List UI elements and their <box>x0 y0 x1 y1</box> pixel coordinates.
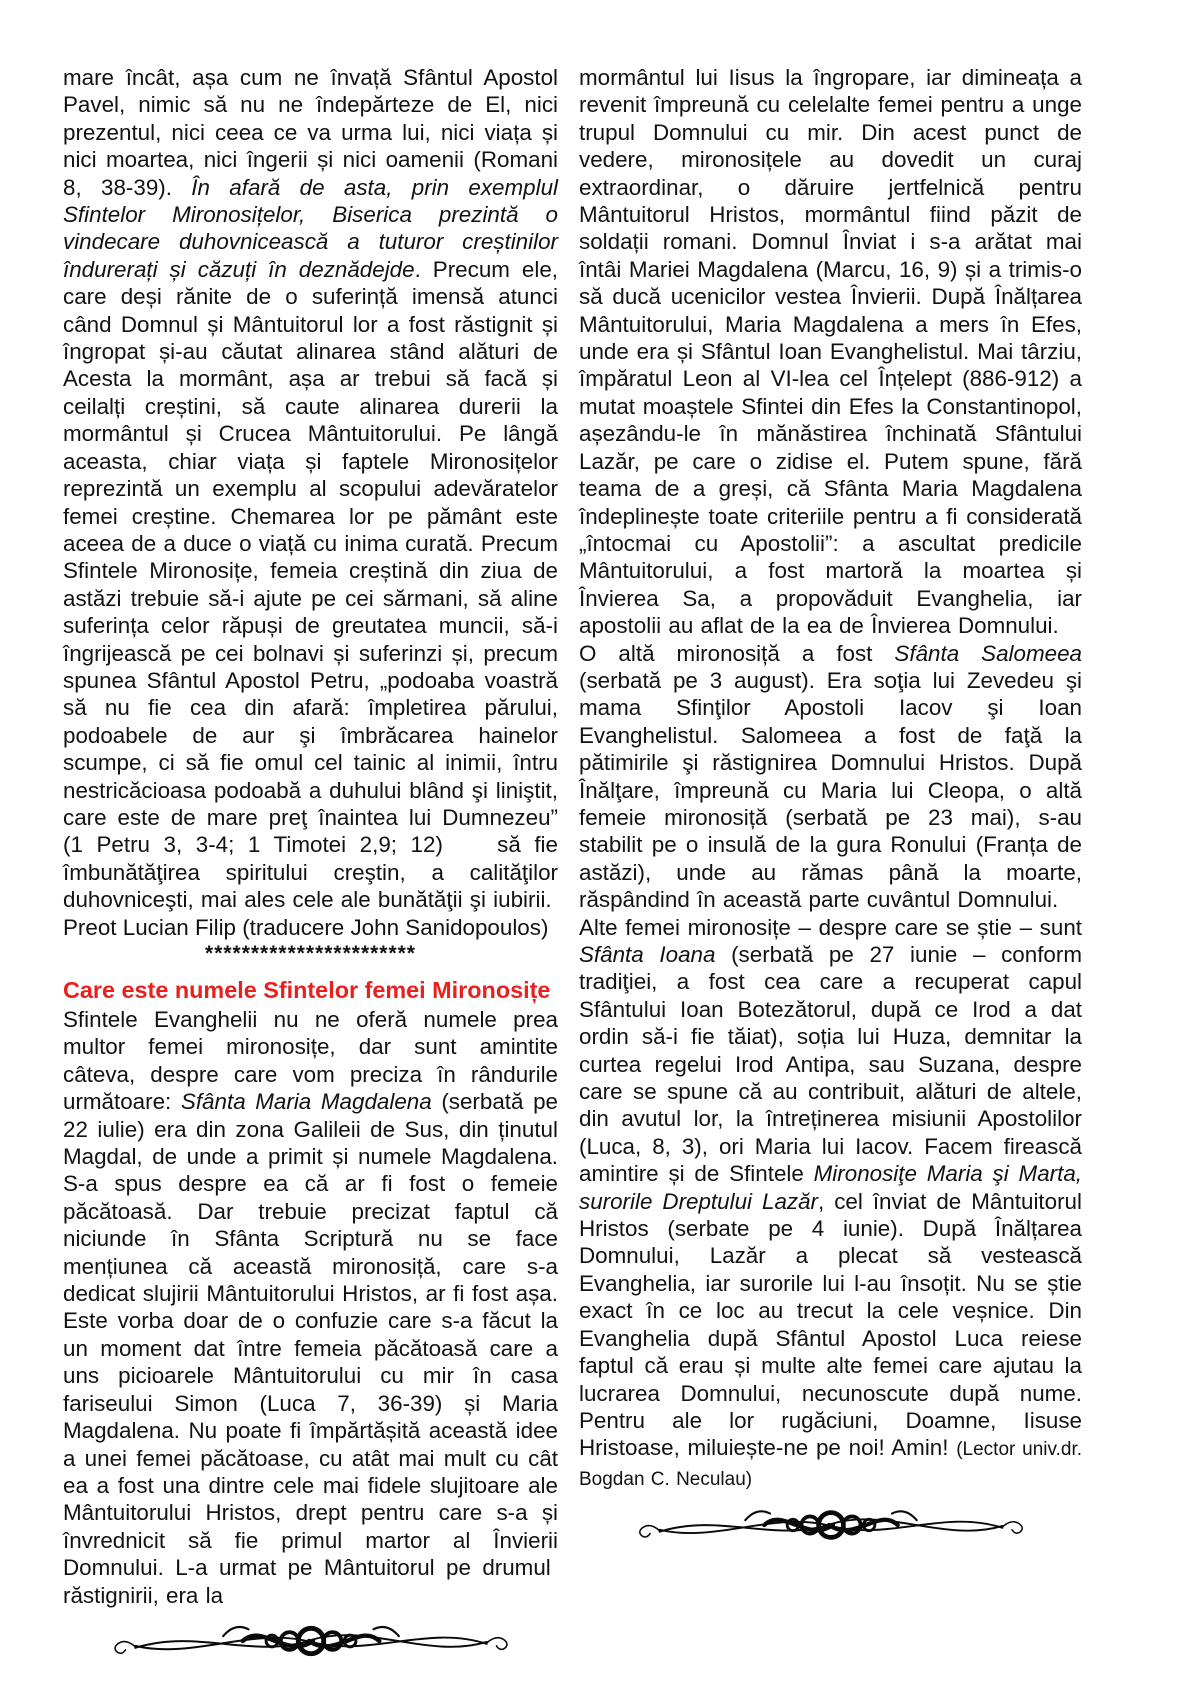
body-paragraph <box>63 64 558 914</box>
text-segment: Alte femei mironosițe – despre care se știe – sunt <box>579 914 1082 940</box>
text-segment-italic: Mironosiţe Maria şi Marta, surorile Dreptului Lazăr <box>579 1161 1082 1214</box>
two-column-layout <box>63 64 1082 1671</box>
text-segment: Sfintele Evanghelii nu ne oferă numele prea multor femei mironosițe, dar sunt amintite câteva, despre care vom preciza în rândurile următoare: <box>63 1007 558 1115</box>
text-segment-italic: Sfânta Maria Magdalena <box>180 1089 432 1115</box>
flourish-divider-icon <box>63 1616 558 1671</box>
left-column <box>63 64 558 1671</box>
author-byline: Preot Lucian Filip (traducere John Sanidopoulos) <box>63 914 549 940</box>
text-segment: (serbată pe 27 iunie – conform tradiţiei, a fost cea care a recuperat capul Sfântului Ioan Botezătorul, după ce Irod a dat ordin să-i fie tăiat), soția lui Huza, demnitar la curtea regelui Irod Antipa, sau Suzana, despre care se spune că au contribuit, alături de altele, din avutul lor, la întreținerea misiunii Apostolilor (Luca, 8, 3), ori Maria lui Iacov. Facem firească amintire și de Sfintele <box>579 942 1082 1187</box>
body-paragraph <box>579 914 1082 1494</box>
text-segment: . Precum ele, care deși rănite de o suferință imensă atunci când Domnul și Mântuitorul lor a fost răstignit și îngropat și-au căutat alinarea stând alături de Acesta la mormânt, așa ar trebui să facă și ceilalți creștini, să caute alinarea durerii la mormântul și Crucea Mântuitorului. Pe lângă aceasta, chiar viața și faptele Mironosițelor reprezintă un exemplu al scopului adevăratelor femei creștine. Chemarea lor pe pământ este aceea de a duce o viață cu inima curată. Precum Sfintele Mironosițe, femeia creștină din ziua de astăzi trebuie să-i ajute pe cei sărmani, să aline suferința celor răpuși de greutatea muncii, să-i îngrijească pe cei bolnavi și suferinzi și, precum spunea Sfântul Apostol Petru, „podoaba voastră să nu fie cea din afară: împletirea părului, podoabele de aur şi îmbrăcarea hainelor scumpe, ci să fie omul cel tainic al inimii, întru nestricăcioasa podoabă a duhului blând şi liniştit, care este de mare preţ înaintea lui Dumnezeu” (1 Petru 3, 3-4; 1 Timotei 2,9; 12) să fie îmbunătăţirea spiritului creştin, a calităţilor duhovniceşti, mai ales cele ale bunătăţii şi iubirii. <box>63 256 558 913</box>
body-paragraph <box>579 640 1082 914</box>
credit-note: (Lector univ.dr. Bogdan C. Neculau) <box>579 1439 1083 1490</box>
asterisk-divider: *********************** <box>205 942 416 965</box>
right-column <box>579 64 1082 1671</box>
text-segment-italic: Sfânta Ioana <box>579 942 716 967</box>
body-paragraph <box>579 64 1082 640</box>
body-paragraph <box>63 1006 558 1609</box>
section-heading: Care este numele Sfintelor femei Mironosițe <box>63 977 551 1003</box>
flourish-divider-icon <box>579 1500 1082 1555</box>
text-segment-italic: În afară de asta, prin exemplul Sfintelor Mironosițelor, Biserica prezintă o vindecare duhovnicească a tuturor creștinilor îndurerați și căzuți în deznădejde <box>63 174 559 282</box>
text-segment: , cel înviat de Mântuitorul Hristos (serbate pe 4 iunie). După Înălțarea Domnului, Lazăr a plecat să vestească Evanghelia, iar surorile lui l-au însoțit. Nu se știe exact în ce loc au trecut la cele veșnice. Din Evanghelia după Sfântul Apostol Luca reiese faptul că erau și multe alte femei care ajutau la lucrarea Domnului, necunoscute după nume. Pentru ale lor rugăciuni, Doamne, Iisuse Hristoase, miluiește-ne pe noi! Amin! <box>579 1188 1082 1461</box>
text-segment: O altă mironosiță a fost <box>579 640 895 666</box>
text-segment: mormântul lui Iisus la îngropare, iar dimineața a revenit împreună cu celelalte femei pentru a unge trupul Domnului cu mir. Din acest punct de vedere, mironosițele au dovedit un curaj extraordinar, o dăruire jertfelnică pentru Mântuitorul Hristos, mormântul fiind păzit de soldații romani. Domnul Înviat i s-a arătat mai întâi Mariei Magdalena (Marcu, 16, 9) și a trimis-o să ducă ucenicilor vestea Învierii. După Înălțarea Mântuitorului, Maria Magdalena a mers în Efes, unde era și Sfântul Ioan Evanghelistul. Mai târziu, împăratul Leon al VI-lea cel Înțelept (886-912) a mutat moaștele Sfintei din Efes la Constantinopol, așezându-le în mănăstirea închinată Sfântului Lazăr, pe care o zidise el. Putem spune, fără teama de a greși, că Sfânta Maria Magdalena îndeplinește toate criteriile pentru a fi considerată „întocmai cu Apostolii”: a ascultat predicile Mântuitorului, a fost martoră la moartea și Învierea Sa, a propovăduit Evanghelia, iar apostolii au aflat de la ea de Învierea Domnului. <box>579 65 1082 639</box>
text-segment: (serbată pe 3 august). Era soţia lui Zevedeu şi mama Sfinţilor Apostoli Iacov şi Ioan Evanghelistul. Salomeea a fost de faţă la pătimirile şi răstignirea Domnului Hristos. După Înălţare, împreună cu Maria lui Cleopa, o altă femeie mironosiță (serbată pe 23 mai), s-au stabilit pe o insulă de la gura Ronului (Franța de astăzi), unde au rămas până la moarte, răspândind în această parte cuvântul Domnului. <box>579 667 1082 913</box>
text-segment-italic: Sfânta Salomeea <box>894 640 1082 666</box>
text-segment: mare încât, așa cum ne învață Sfântul Apostol Pavel, nimic să nu ne îndepărteze de El, nici prezentul, nici ceea ce va urma lui, nici viața și nici moartea, nici îngerii și nici oamenii (Romani 8, 38-39). <box>63 65 558 200</box>
text-segment: (serbată pe 22 iulie) era din zona Galileii de Sus, din ținutul Magdal, de unde a primit și numele Magdalena. S-a spus despre ea că ar fi fost o femeie păcătoasă. Dar trebuie precizat faptul că niciunde în Sfânta Scriptură nu se face mențiunea că această mironosiță, care s-a dedicat slujirii Mântuitorului Hristos, ar fi fost așa. Este vorba doar de o confuzie care s-a făcut la un moment dat între femeia păcătoasă care a uns picioarele Mântuitorului cu mir în casa fariseului Simon (Luca 7, 36-39) și Maria Magdalena. Nu poate fi împărtășită această idee a unei femei păcătoase, cu atât mai mult cu cât ea a fost una dintre cele mai fidele slujitoare ale Mântuitorului Hristos, drept pentru care s-a și învrednicit să fie primul martor al Învierii Domnului. L-a urmat pe Mântuitorul pe drumul răstignirii, era la <box>63 1089 558 1608</box>
